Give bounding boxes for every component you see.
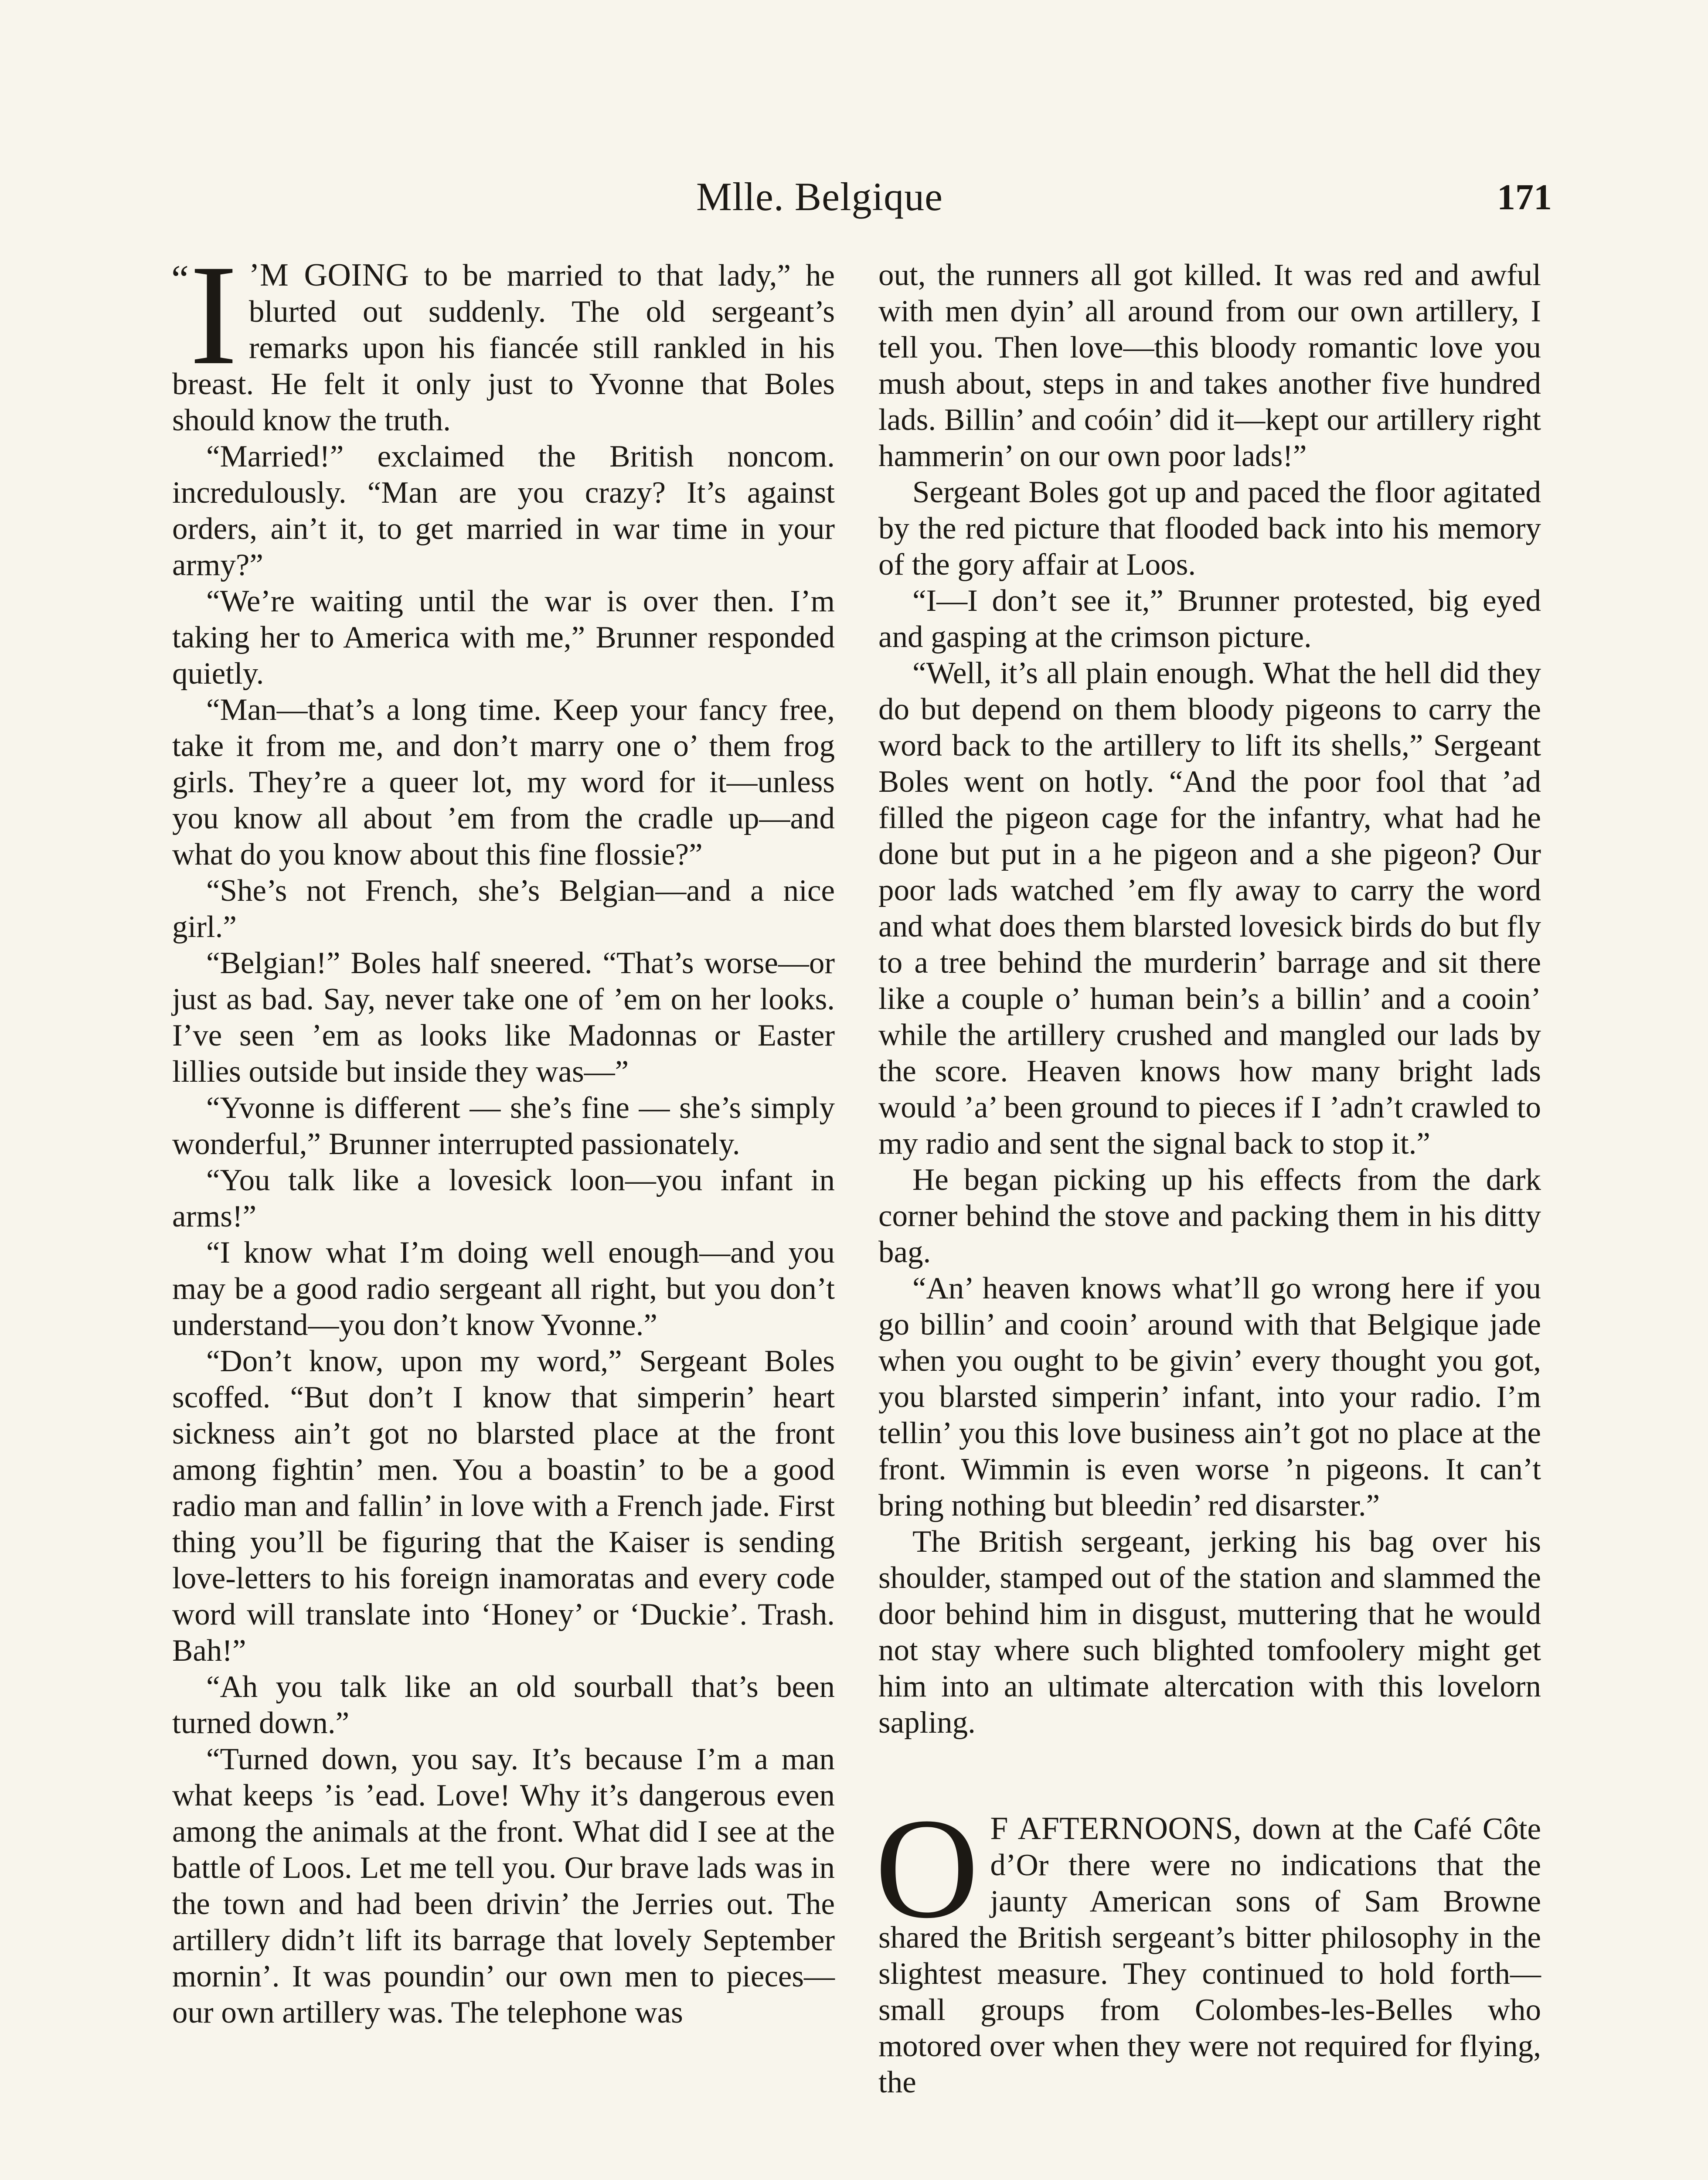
page-number: 171 xyxy=(1497,177,1552,218)
paragraph: “We’re waiting until the war is over then. I’m taking her to America with me,” Brunner responded quietly. xyxy=(172,584,835,691)
paragraph: “Don’t know, upon my word,” Sergeant Boles scoffed. “But don’t I know that simperin’ heart sickness ain’t got no blarsted place at the front among fightin’ men. You a boastin’ to be a good radio man and fallin’ in love with a French jade. First thing you’ll be figuring that the Kaiser is sending love-letters to his foreign inamoratas and every code word will translate into ‘Honey’ or ‘Duckie’. Trash. Bah!” xyxy=(172,1344,835,1668)
paragraph: “She’s not French, she’s Belgian—and a nice girl.” xyxy=(172,874,835,944)
section-opening-text: down at the Café Côte d’Or there were no indications that the jaunty American sons of Sam Browne shared the British sergeant’s bitter philosophy in the slightest measure. They continued to hold forth—small groups from Colombes-les-Belles who motored over when they were not required for flying, the xyxy=(878,1812,1541,2099)
paragraph: “Turned down, you say. It’s because I’m a man what keeps ’is ’ead. Love! Why it’s dangerous even among the animals at the front. What did I see at the battle of Loos. Let me tell you. Our brave lads was in the town and had been drivin’ the Jerries out. The artillery didn’t lift its barrage that lovely September mornin’. It was poundin’ our own men to pieces—our own artillery was. The telephone was xyxy=(172,1742,835,2030)
opening-text: to be married to that lady,” he blurted out suddenly. The old sergeant’s remarks upon his fiancée still rankled in his breast. He felt it only just to Yvonne that Boles should know the truth. xyxy=(172,259,835,437)
left-column xyxy=(171,235,835,2031)
paragraph: “Belgian!” Boles half sneered. “That’s worse—or just as bad. Say, never take one of ’em on her looks. I’ve seen ’em as looks like Madonnas or Easter lillies outside but inside they was—” xyxy=(172,946,835,1089)
dropcap-o: O xyxy=(875,1789,979,1948)
dropcap-i: I xyxy=(189,235,238,395)
section-opening-paragraph xyxy=(875,1789,1541,2101)
paragraph: “Man—that’s a long time. Keep your fancy free, take it from me, and don’t marry one o’ them frog girls. They’re a queer lot, my word for it—unless you know all about ’em from the cradle up—and what do you know about this fine flossie?” xyxy=(172,693,835,872)
paragraph: “Well, it’s all plain enough. What the hell did they do but depend on them bloody pigeons to carry the word back to the artillery to lift its shells,” Sergeant Boles went on hotly. “And the poor fool that ’ad filled the pigeon cage for the infantry, what had he done but put in a he pigeon and a she pigeon? Our poor lads watched ’em fly away to carry the word and what does them blarsted lovesick birds do but fly to a tree behind the murderin’ barrage and sit there like a couple o’ human bein’s a billin’ and a cooin’ while the artillery crushed and mangled our lads by the score. Heaven knows how many bright lads would ’a’ been ground to pieces if I ’adn’t crawled to my radio and sent the signal back to stop it.” xyxy=(878,656,1541,1161)
paragraph: “I—I don’t see it,” Brunner protested, big eyed and gasping at the crimson picture. xyxy=(878,584,1541,654)
paragraph: The British sergeant, jerking his bag over his shoulder, stamped out of the station and slammed the door behind him in disgust, muttering that he would not stay where such blighted tomfoolery might get him into an ultimate altercation with this lovelorn sapling. xyxy=(878,1525,1541,1740)
opening-quote: “ xyxy=(171,258,189,301)
section-lead-in: F AFTERNOONS, xyxy=(990,1811,1242,1846)
paragraph: “Yvonne is different — she’s fine — she’s simply wonderful,” Brunner interrupted passionately. xyxy=(172,1091,835,1161)
paragraph: Sergeant Boles got up and paced the floor agitated by the red picture that flooded back into his memory of the gory affair at Loos. xyxy=(878,475,1541,582)
running-head-title: Mlle. Belgique xyxy=(696,174,943,219)
paragraph: “You talk like a lovesick loon—you infant in arms!” xyxy=(172,1163,835,1233)
paragraph: “Ah you talk like an old sourball that’s been turned down.” xyxy=(172,1670,835,1740)
paragraph: “An’ heaven knows what’ll go wrong here if you go billin’ and cooin’ around with that Belgique jade when you ought to be givin’ every thought you got, you blarsted simperin’ infant, into your radio. I’m tellin’ you this love business ain’t got no place at the front. Wimmin is even worse ’n pigeons. It can’t bring nothing but bleedin’ red disarster.” xyxy=(878,1271,1541,1523)
paragraph: “Married!” exclaimed the British noncom. incredulously. “Man are you crazy? It’s against orders, ain’t it, to get married in war time in your army?” xyxy=(172,439,835,582)
paragraph: He began picking up his effects from the dark corner behind the stove and packing them in his ditty bag. xyxy=(878,1163,1541,1269)
continuation-paragraph: out, the runners all got killed. It was red and awful with men dyin’ all around from our own artillery, I tell you. Then love—this bloody romantic love you mush about, steps in and takes another five hundred lads. Billin’ and coóin’ did it—kept our artillery right hammerin’ on our own poor lads!” xyxy=(878,258,1541,473)
paragraph: “I know what I’m doing well enough—and you may be a good radio sergeant all right, but you don’t understand—you don’t know Yvonne.” xyxy=(172,1236,835,1342)
right-column xyxy=(875,257,1541,2101)
lead-in: ’M GOING xyxy=(248,257,409,293)
opening-paragraph xyxy=(171,235,835,439)
